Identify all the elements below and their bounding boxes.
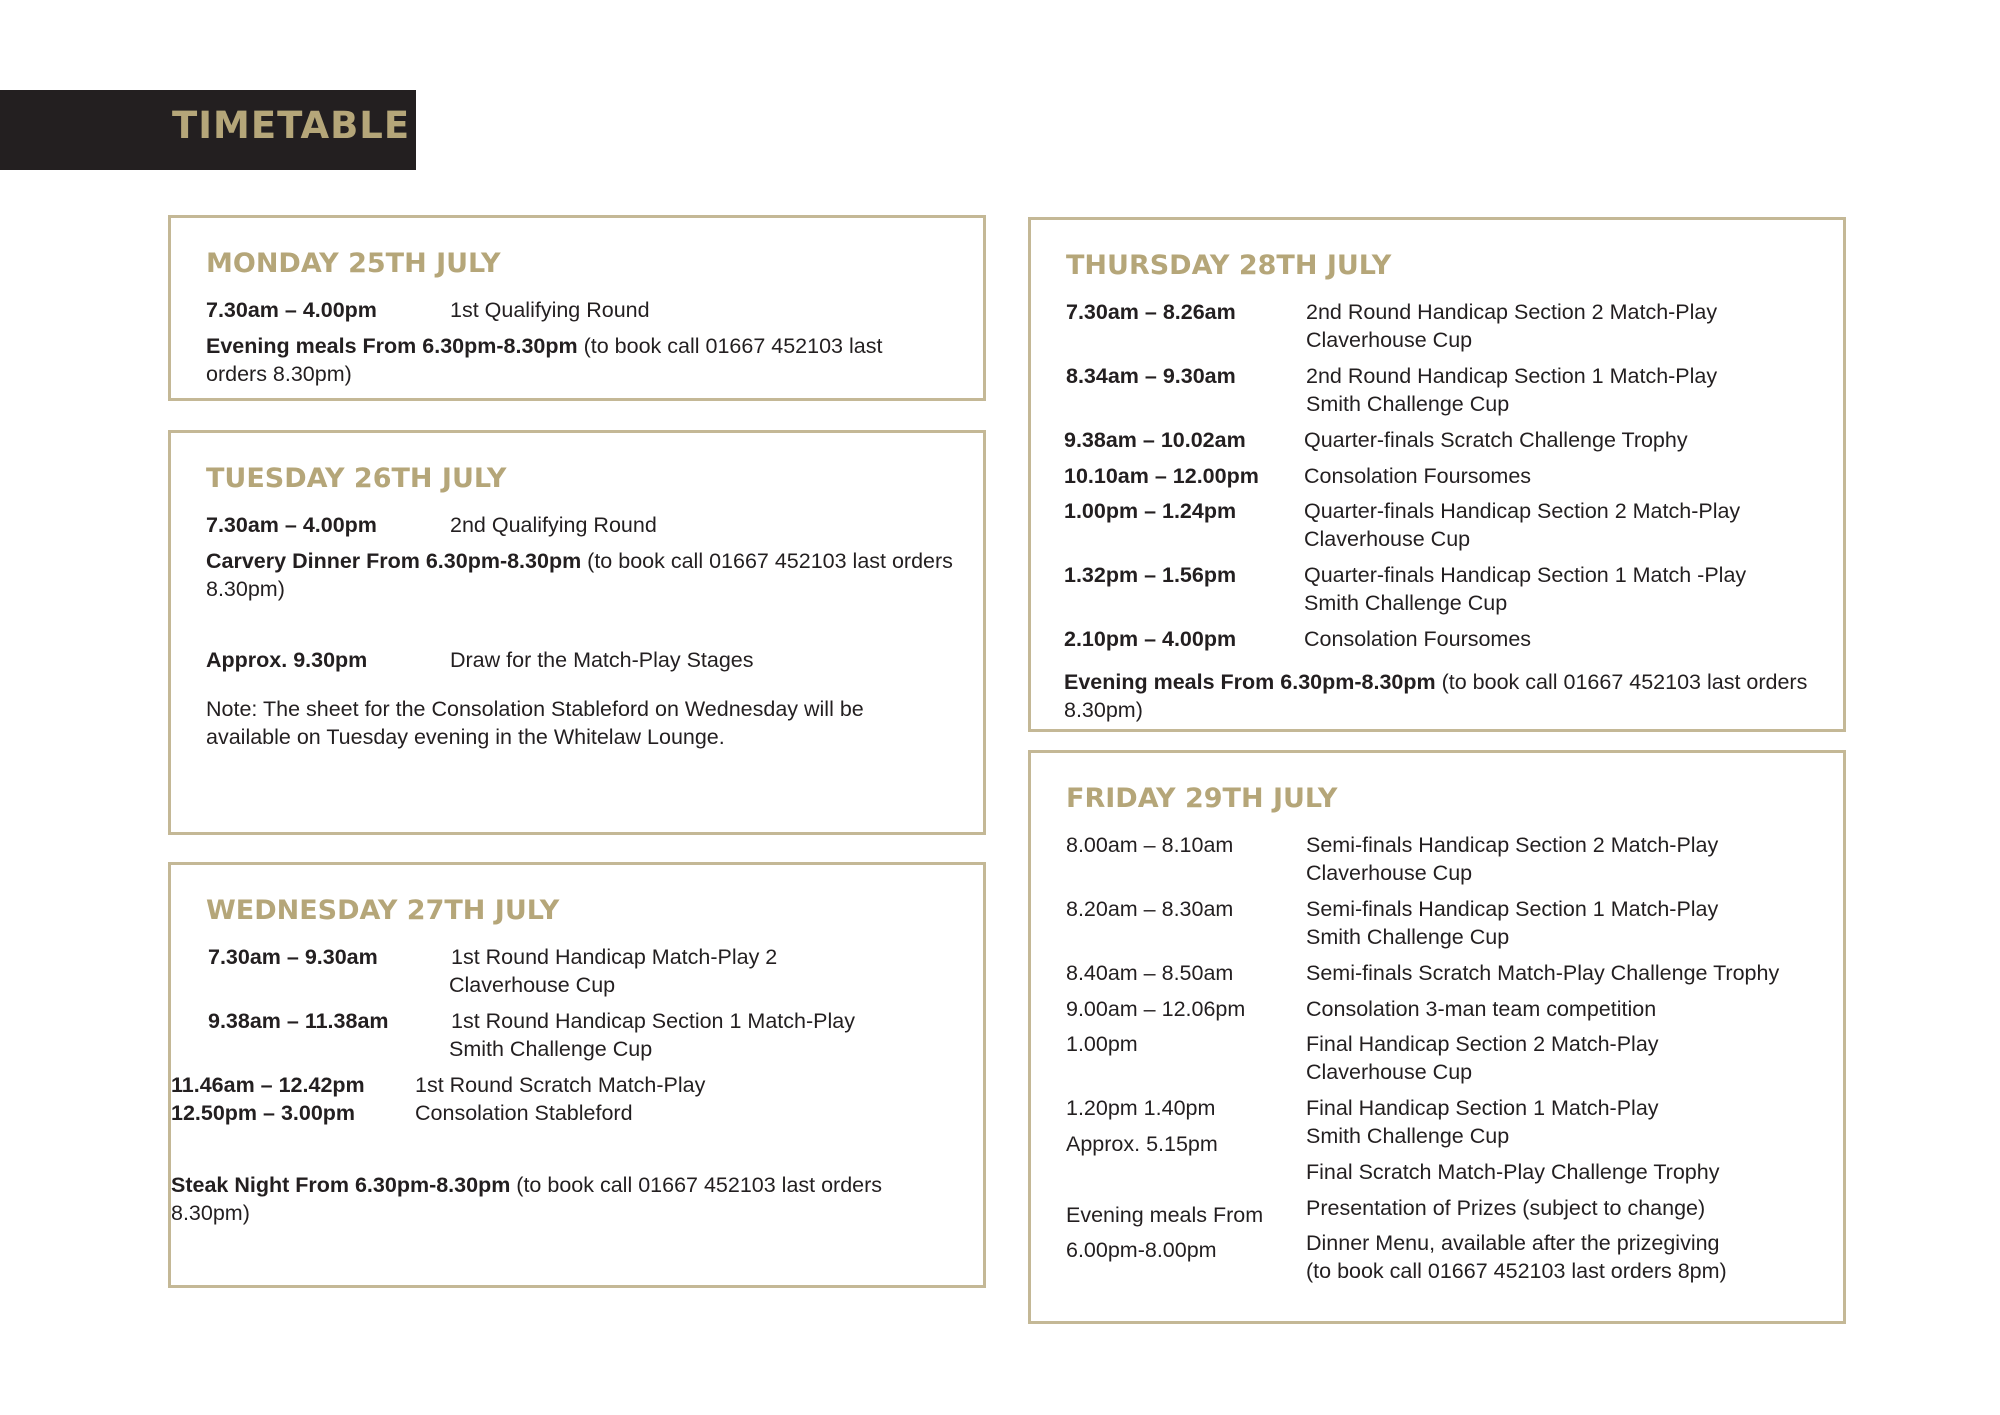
wednesday-event-1: 1st Round Handicap Match-Play 2 [451,945,778,969]
friday-event-4: Consolation 3-man team competition [1306,997,1657,1021]
wednesday-event-4: Consolation Stableford [415,1101,633,1125]
thursday-event-1: 2nd Round Handicap Section 2 Match-Play [1306,300,1718,324]
tuesday-carvery-dinner [206,547,958,603]
friday-time-7: Approx. 5.15pm [1066,1132,1218,1156]
friday-sub-6: Smith Challenge Cup [1306,1124,1510,1148]
thursday-time-3: 9.38am – 10.02am [1064,428,1246,452]
thursday-sub-2: Smith Challenge Cup [1306,392,1510,416]
tuesday-draw-time: Approx. 9.30pm [206,648,368,672]
monday-meal-title: Evening meals From 6.30pm-8.30pm [206,334,578,358]
friday-event-9: Dinner Menu, available after the prizegiving [1306,1231,1720,1255]
thursday-meal-booking: (to book call 01667 452103 last orders 8.30pm) [1064,670,1808,722]
thursday-sub-6: Smith Challenge Cup [1304,591,1508,615]
friday-time-1: 8.00am – 8.10am [1066,833,1234,857]
page-title: TIMETABLE [172,104,411,147]
monday-meal-booking: (to book call 01667 452103 last orders 8.30pm) [206,334,883,386]
friday-event-1: Semi-finals Handicap Section 2 Match-Play [1306,833,1719,857]
friday-event-2: Semi-finals Handicap Section 1 Match-Play [1306,897,1719,921]
tuesday-note: Note: The sheet for the Consolation Stableford on Wednesday will be available on Tuesday evening in the Whitelaw Lounge. [206,697,864,749]
thursday-meal-title: Evening meals From 6.30pm-8.30pm [1064,670,1436,694]
wednesday-event-3: 1st Round Scratch Match-Play [415,1073,706,1097]
thursday-event-6: Quarter-finals Handicap Section 1 Match -Play [1304,563,1747,587]
thursday-event-3: Quarter-finals Scratch Challenge Trophy [1304,428,1688,452]
friday-event-5: Final Handicap Section 2 Match-Play [1306,1032,1659,1056]
thursday-heading: THURSDAY 28TH JULY [1066,250,1392,281]
friday-time-5: 1.00pm [1066,1032,1138,1056]
thursday-time-6: 1.32pm – 1.56pm [1064,563,1237,587]
tuesday-meal-title: Carvery Dinner From 6.30pm-8.30pm [206,549,582,573]
friday-sub-5: Claverhouse Cup [1306,1060,1473,1084]
wednesday-time-1: 7.30am – 9.30am [208,945,378,969]
tuesday-meal-booking: (to book call 01667 452103 last orders 8.30pm) [206,549,953,601]
friday-time-6: 1.20pm 1.40pm [1066,1096,1216,1120]
thursday-event-7: Consolation Foursomes [1304,627,1532,651]
friday-sub-2: Smith Challenge Cup [1306,925,1510,949]
thursday-event-4: Consolation Foursomes [1304,464,1532,488]
monday-heading: MONDAY 25TH JULY [206,248,501,279]
tuesday-event-1: 2nd Qualifying Round [450,513,657,537]
timetable-banner [0,90,416,170]
thursday-time-4: 10.10am – 12.00pm [1064,464,1259,488]
monday-event-1: 1st Qualifying Round [450,298,650,322]
thursday-panel [1028,217,1846,732]
thursday-time-2: 8.34am – 9.30am [1066,364,1236,388]
thursday-sub-1: Claverhouse Cup [1306,328,1473,352]
thursday-event-5: Quarter-finals Handicap Section 2 Match-Play [1304,499,1741,523]
thursday-evening-meals [1064,668,1849,724]
tuesday-heading: TUESDAY 26TH JULY [206,463,507,494]
wednesday-time-2: 9.38am – 11.38am [208,1009,389,1033]
friday-time-8: Evening meals From [1066,1203,1264,1227]
friday-time-4: 9.00am – 12.06pm [1066,997,1246,1021]
friday-heading: FRIDAY 29TH JULY [1066,783,1338,814]
monday-time-1: 7.30am – 4.00pm [206,298,377,322]
wednesday-meal-title: Steak Night From 6.30pm-8.30pm [171,1173,511,1197]
friday-event-8: Presentation of Prizes (subject to change) [1306,1196,1706,1220]
friday-panel [1028,750,1846,1324]
friday-event-3: Semi-finals Scratch Match-Play Challenge Trophy [1306,961,1780,985]
monday-panel [168,215,986,401]
wednesday-time-4: 12.50pm – 3.00pm [171,1101,356,1125]
friday-event-6: Final Handicap Section 1 Match-Play [1306,1096,1659,1120]
wednesday-meal-booking: (to book call 01667 452103 last orders 8.30pm) [171,1173,883,1225]
wednesday-sub-2: Smith Challenge Cup [449,1037,653,1061]
friday-time-2: 8.20am – 8.30am [1066,897,1234,921]
friday-time-3: 8.40am – 8.50am [1066,961,1234,985]
friday-sub-9: (to book call 01667 452103 last orders 8pm) [1306,1259,1727,1283]
wednesday-steak-night [171,1171,961,1227]
wednesday-heading: WEDNESDAY 27TH JULY [206,895,560,926]
thursday-time-1: 7.30am – 8.26am [1066,300,1236,324]
friday-time-9: 6.00pm-8.00pm [1066,1238,1217,1262]
thursday-event-2: 2nd Round Handicap Section 1 Match-Play [1306,364,1718,388]
thursday-sub-5: Claverhouse Cup [1304,527,1471,551]
wednesday-event-2: 1st Round Handicap Section 1 Match-Play [451,1009,855,1033]
monday-evening-meals [206,332,946,388]
tuesday-time-1: 7.30am – 4.00pm [206,513,377,537]
wednesday-sub-1: Claverhouse Cup [449,973,616,997]
wednesday-time-3: 11.46am – 12.42pm [171,1073,365,1097]
wednesday-panel [168,862,986,1288]
friday-event-7: Final Scratch Match-Play Challenge Trophy [1306,1160,1720,1184]
tuesday-draw-event: Draw for the Match-Play Stages [450,648,754,672]
thursday-time-7: 2.10pm – 4.00pm [1064,627,1237,651]
thursday-time-5: 1.00pm – 1.24pm [1064,499,1237,523]
friday-sub-1: Claverhouse Cup [1306,861,1473,885]
tuesday-panel [168,430,986,835]
